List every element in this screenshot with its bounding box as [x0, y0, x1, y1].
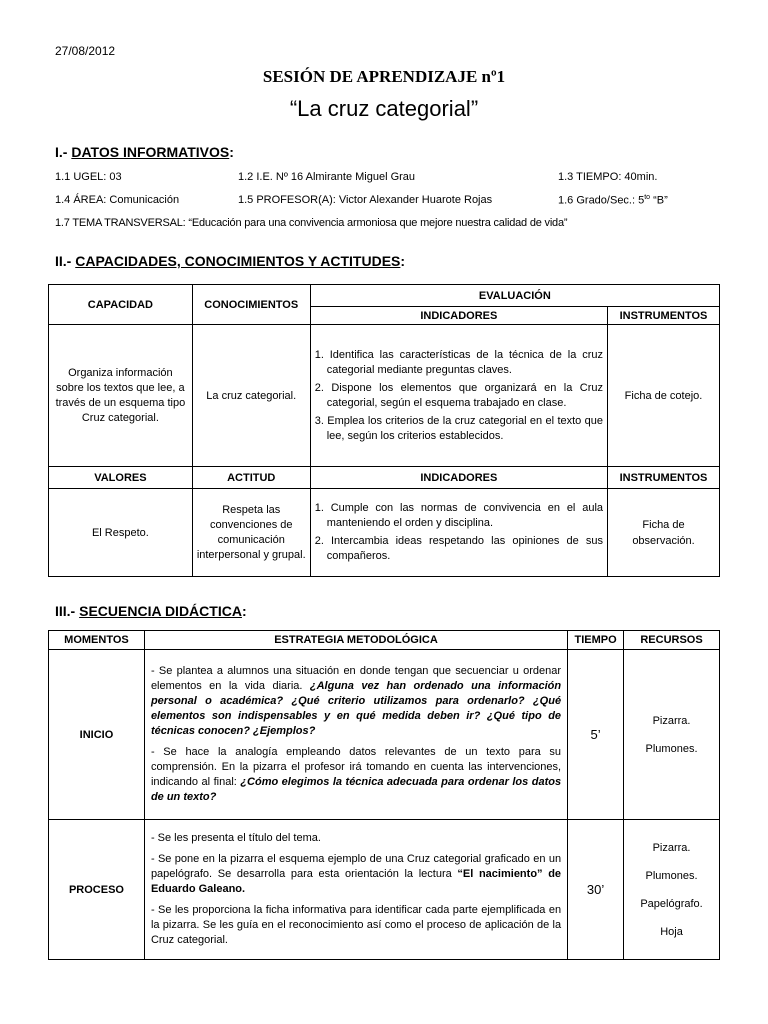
header-recursos: RECURSOS	[624, 631, 720, 650]
valor-cell: El Respeto.	[49, 489, 193, 577]
info-area: 1.4 ÁREA: Comunicación	[55, 194, 180, 206]
session-title: SESIÓN DE APRENDIZAJE nº1	[262, 67, 506, 86]
indicador-3: 3. Emplea los criterios de la cruz categorial en el texto que lee, según los criterios establecidos.	[314, 414, 604, 442]
indicador-2: 2. Dispone los elementos que organizará en la Cruz categorial, según el esquema trabajado en clase.	[314, 381, 604, 409]
estrategia-proceso	[144, 820, 567, 960]
info-grado: 1.6 Grado/Sec.: $5^{to}$ “B”	[558, 194, 668, 207]
tiempo-proceso: 30’	[568, 820, 624, 960]
header-indicadores-2: INDICADORES	[310, 467, 607, 489]
instrumento-2-cell: Ficha de observación.	[608, 489, 720, 577]
recurso-pizarra: Pizarra.	[652, 714, 691, 727]
momento-inicio: INICIO	[49, 650, 145, 820]
recurso-plumones: Plumones.	[645, 742, 698, 755]
header-actitud: ACTITUD	[192, 467, 310, 489]
recurso-plumones-2: Plumones.	[645, 869, 698, 882]
main-title: “La cruz categorial”	[289, 96, 479, 121]
recursos-proceso	[624, 820, 720, 960]
inicio-paragraph-2: - Se hace la analogía empleando datos relevantes de un texto para su comprensión. En la pizarra el profesor irá tomando en cuenta las intervenciones, indicando al final: ¿Cómo elegimos la técnica adecuada para ordenar los datos de un texto?	[150, 746, 562, 803]
header-evaluacion: EVALUACIÓN	[310, 285, 719, 307]
capacities-table	[48, 284, 720, 577]
recurso-pizarra-2: Pizarra.	[652, 841, 691, 854]
indicadores-cell	[310, 325, 607, 467]
info-tiempo: 1.3 TIEMPO: 40min.	[558, 171, 658, 183]
recurso-papelografo: Papelógrafo.	[640, 897, 703, 910]
header-tiempo: TIEMPO	[568, 631, 624, 650]
recurso-hoja: Hoja	[660, 925, 683, 938]
proceso-paragraph-3: - Se les proporciona la ficha informativa para identificar cada parte ejemplificada en la pizarra. Se les guía en el reconocimiento así como el proceso de aplicación de la Cruz categorial.	[150, 904, 562, 946]
momento-proceso: PROCESO	[49, 820, 145, 960]
header-estrategia: ESTRATEGIA METODOLÓGICA	[144, 631, 567, 650]
info-tema: 1.7 TEMA TRANSVERSAL: “Educación para una convivencia armoniosa que mejore nuestra calidad de vida”	[55, 217, 568, 229]
instrumento-cell: Ficha de cotejo.	[608, 325, 720, 467]
document-date: 27/08/2012	[55, 44, 116, 58]
header-conocimientos: CONOCIMIENTOS	[192, 285, 310, 325]
section-3-heading: III.- SECUENCIA DIDÁCTICA:	[55, 603, 247, 619]
info-ie: 1.2 I.E. Nº 16 Almirante Miguel Grau	[238, 171, 416, 183]
tiempo-inicio: 5’	[568, 650, 624, 820]
indicador-2-1: 1. Cumple con las normas de convivencia en el aula manteniendo el orden y disciplina.	[314, 502, 604, 529]
inicio-paragraph-1: - Se plantea a alumnos una situación en donde tengan que secuenciar u ordenar elementos en la vida diaria. ¿Alguna vez han ordenado una información personal o académica? ¿Qué criterio utilizamos para ordenarlo? ¿Qué elementos son indispensables y en qué medida deben ir? ¿Qué tipo de técnicas conocen? ¿Ejemplos?	[150, 665, 562, 737]
capacidad-cell: Organiza información sobre los textos que lee, a través de un esquema tipo Cruz categorial.	[49, 325, 193, 467]
header-momentos: MOMENTOS	[49, 631, 145, 650]
header-instrumentos: INSTRUMENTOS	[608, 307, 720, 325]
info-ugel: 1.1 UGEL: 03	[55, 171, 122, 183]
header-valores: VALORES	[49, 467, 193, 489]
indicadores-2-cell	[310, 489, 607, 577]
indicador-2-2: 2. Intercambia ideas respetando las opiniones de sus compañeros.	[314, 535, 604, 562]
proceso-paragraph-1: - Se les presenta el título del tema.	[150, 832, 321, 844]
section-2-heading: II.- CAPACIDADES, CONOCIMIENTOS Y ACTITUDES:	[55, 253, 406, 269]
section-1-heading: I.- DATOS INFORMATIVOS:	[55, 144, 234, 160]
header-instrumentos-2: INSTRUMENTOS	[608, 467, 720, 489]
estrategia-inicio	[144, 650, 567, 820]
sequence-table	[48, 630, 720, 960]
info-profesor: 1.5 PROFESOR(A): Victor Alexander Huarote Rojas	[238, 194, 493, 206]
actitud-cell: Respeta las convenciones de comunicación interpersonal y grupal.	[192, 489, 310, 577]
proceso-paragraph-2: - Se pone en la pizarra el esquema ejemplo de una Cruz categorial graficado en un papelógrafo. Se desarrolla para esta orientación la lectura “El nacimiento” de Eduardo Galeano.	[150, 853, 562, 895]
header-indicadores: INDICADORES	[310, 307, 607, 325]
indicador-1: 1. Identifica las características de la técnica de la cruz categorial mediante preguntas claves.	[314, 348, 604, 376]
header-capacidad: CAPACIDAD	[49, 285, 193, 325]
conocimiento-cell: La cruz categorial.	[192, 325, 310, 467]
recursos-inicio	[624, 650, 720, 820]
